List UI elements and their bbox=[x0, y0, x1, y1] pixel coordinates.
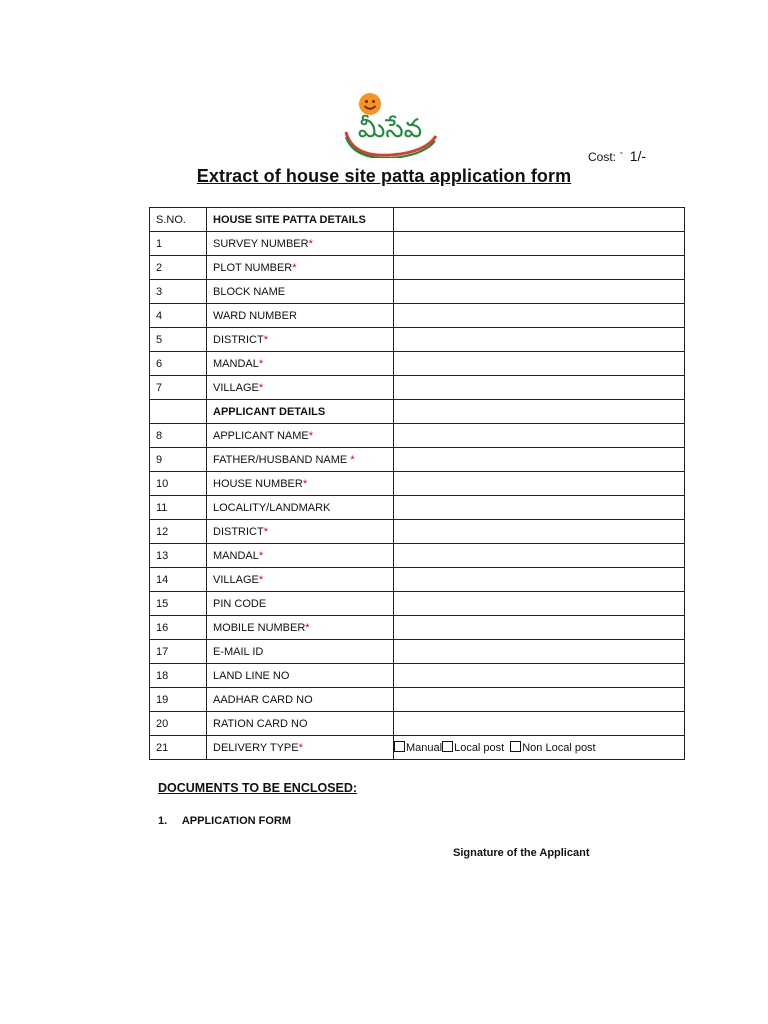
row-label: LOCALITY/LANDMARK bbox=[213, 501, 331, 514]
row-label-cell bbox=[207, 688, 394, 712]
row-number: 7 bbox=[150, 376, 207, 400]
delivery-option[interactable] bbox=[510, 742, 595, 754]
row-number: 17 bbox=[150, 640, 207, 664]
delivery-option[interactable] bbox=[442, 742, 504, 754]
table-row bbox=[150, 448, 685, 472]
value-cell[interactable] bbox=[394, 328, 685, 352]
documents-item-text: APPLICATION FORM bbox=[181, 815, 292, 827]
value-cell[interactable] bbox=[394, 592, 685, 616]
row-label-cell bbox=[207, 448, 394, 472]
row-label: MOBILE NUMBER bbox=[213, 621, 306, 634]
value-cell[interactable] bbox=[394, 280, 685, 304]
application-table bbox=[149, 207, 685, 760]
value-cell[interactable] bbox=[394, 208, 685, 232]
table-row bbox=[150, 640, 685, 664]
row-number: 3 bbox=[150, 280, 207, 304]
row-label: SURVEY NUMBER bbox=[213, 237, 309, 250]
row-label-cell bbox=[207, 496, 394, 520]
table-header-row bbox=[150, 208, 685, 232]
required-marker: * bbox=[258, 573, 264, 586]
checkbox-icon[interactable] bbox=[394, 741, 405, 752]
row-number: 11 bbox=[150, 496, 207, 520]
table-row bbox=[150, 616, 685, 640]
row-label: BLOCK NAME bbox=[213, 285, 286, 298]
value-cell[interactable] bbox=[394, 568, 685, 592]
row-number: 10 bbox=[150, 472, 207, 496]
row-label-cell bbox=[207, 256, 394, 280]
row-label: E-MAIL ID bbox=[213, 645, 264, 658]
row-label-cell bbox=[207, 304, 394, 328]
row-label: MANDAL bbox=[213, 549, 259, 562]
section-row-applicant bbox=[150, 400, 685, 424]
signature-label: Signature of the Applicant bbox=[453, 847, 590, 859]
documents-item-number: 1. bbox=[158, 815, 168, 827]
cost-label bbox=[588, 148, 646, 164]
row-label: MANDAL bbox=[213, 357, 259, 370]
required-marker: * bbox=[263, 333, 269, 346]
row-label: DISTRICT bbox=[213, 525, 264, 538]
value-cell[interactable] bbox=[394, 544, 685, 568]
table-row bbox=[150, 496, 685, 520]
required-marker: * bbox=[298, 741, 303, 754]
table-row bbox=[150, 232, 685, 256]
row-label-cell bbox=[207, 424, 394, 448]
sno-header: S.NO. bbox=[150, 208, 207, 232]
delivery-options-cell bbox=[394, 736, 685, 760]
required-marker: * bbox=[258, 381, 264, 394]
logo-graphic bbox=[340, 92, 440, 158]
required-marker: * bbox=[350, 453, 355, 466]
row-label: WARD NUMBER bbox=[213, 309, 297, 322]
row-label: PLOT NUMBER bbox=[213, 261, 293, 274]
row-number: 12 bbox=[150, 520, 207, 544]
row-number: 16 bbox=[150, 616, 207, 640]
row-label: DISTRICT bbox=[213, 333, 264, 346]
value-cell[interactable] bbox=[394, 256, 685, 280]
table-row bbox=[150, 664, 685, 688]
row-number: 19 bbox=[150, 688, 207, 712]
meeseva-logo bbox=[340, 92, 440, 158]
row-number: 20 bbox=[150, 712, 207, 736]
row-label: DELIVERY TYPE bbox=[213, 741, 299, 754]
table-row bbox=[150, 736, 685, 760]
value-cell[interactable] bbox=[394, 616, 685, 640]
checkbox-icon[interactable] bbox=[442, 741, 453, 752]
required-marker: * bbox=[308, 429, 314, 442]
table-row bbox=[150, 688, 685, 712]
table-row bbox=[150, 472, 685, 496]
cost-value: 1/- bbox=[629, 148, 647, 164]
row-label-cell bbox=[207, 712, 394, 736]
row-number: 4 bbox=[150, 304, 207, 328]
required-marker: * bbox=[258, 357, 264, 370]
table-row bbox=[150, 328, 685, 352]
table-row bbox=[150, 544, 685, 568]
row-label-cell bbox=[207, 544, 394, 568]
delivery-option-label: Manual bbox=[406, 742, 443, 754]
required-marker: * bbox=[308, 237, 313, 250]
value-cell[interactable] bbox=[394, 376, 685, 400]
value-cell[interactable] bbox=[394, 448, 685, 472]
row-label-cell bbox=[207, 376, 394, 400]
value-cell[interactable] bbox=[394, 352, 685, 376]
delivery-option-label: Non Local post bbox=[522, 742, 596, 754]
section-title-applicant: APPLICANT DETAILS bbox=[207, 400, 394, 424]
required-marker: * bbox=[292, 261, 297, 274]
row-label-cell bbox=[207, 568, 394, 592]
table-row bbox=[150, 280, 685, 304]
row-label-cell bbox=[207, 472, 394, 496]
value-cell[interactable] bbox=[394, 400, 685, 424]
row-number: 14 bbox=[150, 568, 207, 592]
row-number: 8 bbox=[150, 424, 207, 448]
required-marker: * bbox=[305, 621, 310, 634]
row-label-cell bbox=[207, 736, 394, 760]
row-label: RATION CARD NO bbox=[213, 717, 308, 730]
row-label-cell bbox=[207, 280, 394, 304]
table-row bbox=[150, 568, 685, 592]
table-row bbox=[150, 520, 685, 544]
row-number: 6 bbox=[150, 352, 207, 376]
cost-prefix: Cost: ` bbox=[588, 150, 624, 164]
row-label: PIN CODE bbox=[213, 597, 267, 610]
table-row bbox=[150, 256, 685, 280]
table-row bbox=[150, 304, 685, 328]
row-label-cell bbox=[207, 640, 394, 664]
logo-text: మీసేవ bbox=[357, 114, 423, 144]
empty-cell bbox=[150, 400, 207, 424]
table-row bbox=[150, 592, 685, 616]
row-number: 9 bbox=[150, 448, 207, 472]
value-cell[interactable] bbox=[394, 520, 685, 544]
row-label-cell bbox=[207, 664, 394, 688]
row-number: 5 bbox=[150, 328, 207, 352]
row-label-cell bbox=[207, 520, 394, 544]
row-label-cell bbox=[207, 328, 394, 352]
value-cell[interactable] bbox=[394, 688, 685, 712]
value-cell[interactable] bbox=[394, 304, 685, 328]
value-cell[interactable] bbox=[394, 424, 685, 448]
row-label: APPLICANT NAME bbox=[213, 429, 309, 442]
row-label: VILLAGE bbox=[213, 573, 259, 586]
row-number: 21 bbox=[150, 736, 207, 760]
page-title: Extract of house site patta application form bbox=[196, 166, 572, 186]
value-cell[interactable] bbox=[394, 664, 685, 688]
row-number: 13 bbox=[150, 544, 207, 568]
table-row bbox=[150, 376, 685, 400]
required-marker: * bbox=[258, 549, 264, 562]
required-marker: * bbox=[263, 525, 269, 538]
value-cell[interactable] bbox=[394, 640, 685, 664]
table-row bbox=[150, 424, 685, 448]
row-number: 15 bbox=[150, 592, 207, 616]
documents-item bbox=[158, 815, 291, 827]
row-label-cell bbox=[207, 232, 394, 256]
row-label: AADHAR CARD NO bbox=[213, 693, 313, 706]
row-label: LAND LINE NO bbox=[213, 669, 290, 682]
delivery-option[interactable] bbox=[394, 742, 442, 754]
documents-heading: DOCUMENTS TO BE ENCLOSED: bbox=[158, 781, 358, 795]
value-cell[interactable] bbox=[394, 472, 685, 496]
table-row bbox=[150, 712, 685, 736]
row-label: VILLAGE bbox=[213, 381, 259, 394]
row-number: 1 bbox=[150, 232, 207, 256]
table-row bbox=[150, 352, 685, 376]
row-number: 18 bbox=[150, 664, 207, 688]
row-number: 2 bbox=[150, 256, 207, 280]
row-label-cell bbox=[207, 592, 394, 616]
checkbox-icon[interactable] bbox=[510, 741, 521, 752]
row-label-cell bbox=[207, 616, 394, 640]
row-label: FATHER/HUSBAND NAME bbox=[213, 453, 351, 466]
section-title-house-site: HOUSE SITE PATTA DETAILS bbox=[207, 208, 394, 232]
delivery-option-label: Local post bbox=[454, 742, 505, 754]
required-marker: * bbox=[302, 477, 308, 490]
value-cell[interactable] bbox=[394, 232, 685, 256]
row-label: HOUSE NUMBER bbox=[213, 477, 303, 490]
value-cell[interactable] bbox=[394, 712, 685, 736]
row-label-cell bbox=[207, 352, 394, 376]
value-cell[interactable] bbox=[394, 496, 685, 520]
